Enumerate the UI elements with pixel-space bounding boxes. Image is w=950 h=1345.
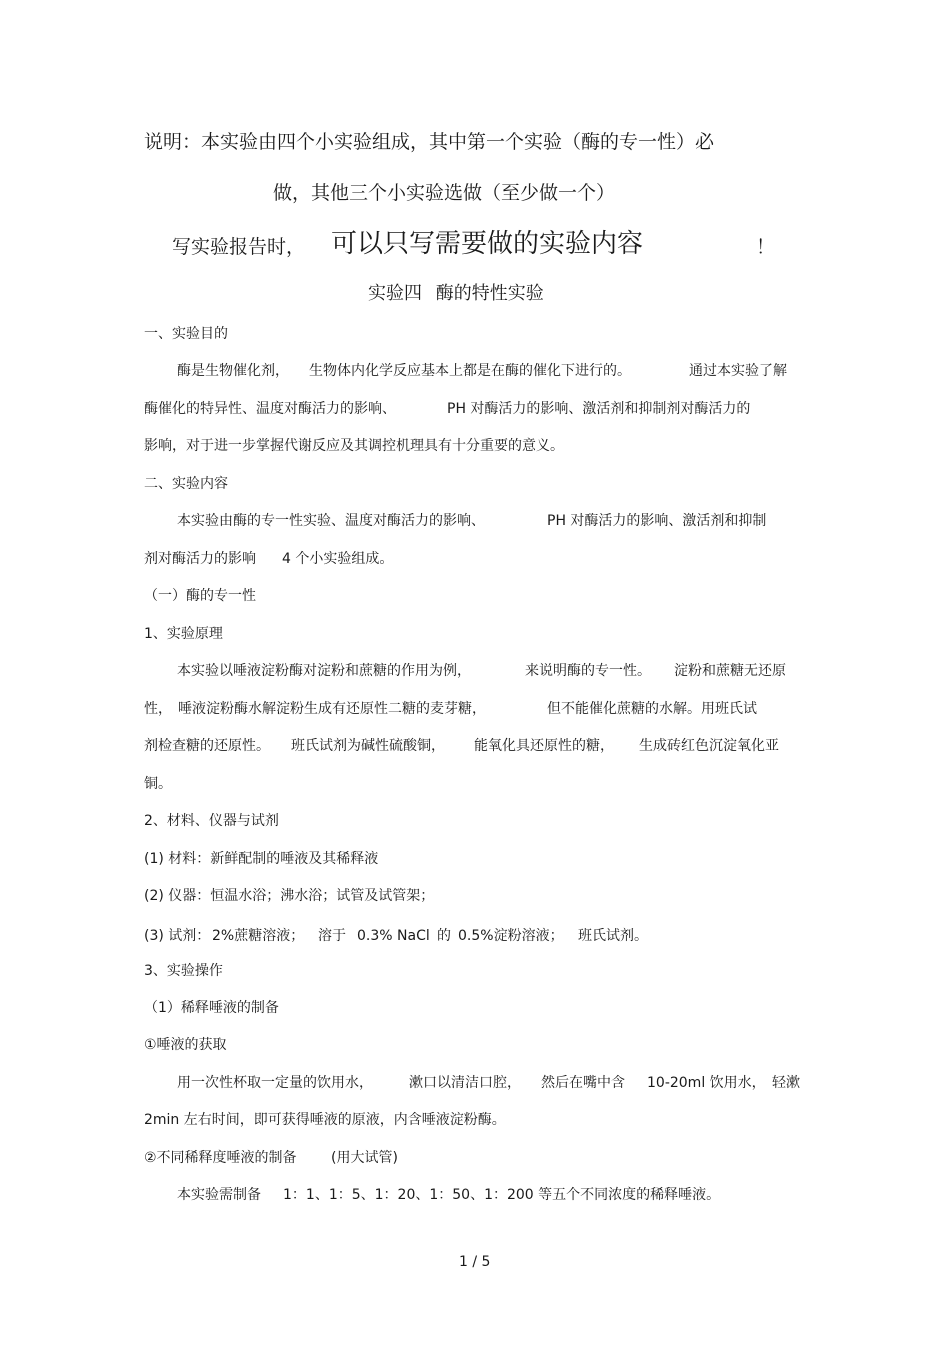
paragraph-text: 漱口以清洁口腔， <box>409 1075 521 1091</box>
section-heading-content: 二、实验内容 <box>144 476 228 492</box>
subsection-heading: （1）稀释唾液的制备 <box>144 1000 279 1016</box>
notice-line-1: 说明：本实验由四个小实验组成，其中第一个实验（酶的专一性）必 <box>144 131 715 153</box>
notice-line-3c: ！ <box>756 236 776 258</box>
paragraph-text: 10-20ml 饮用水， <box>647 1075 766 1091</box>
page-number: 1 / 5 <box>459 1254 491 1270</box>
paragraph-text: 淀粉和蔗糖无还原 <box>674 663 786 679</box>
paragraph-text: 1：1、1：5、1：20、1：50、1：200 等五个不同浓度的稀释唾液。 <box>283 1187 721 1203</box>
subsection-heading: 2、材料、仪器与试剂 <box>144 813 279 829</box>
paragraph-text: 铜。 <box>144 776 172 792</box>
paragraph-text: 4 个小实验组成。 <box>282 551 394 567</box>
paragraph-text: 酶催化的特异性、温度对酶活力的影响、 <box>144 401 396 417</box>
list-item: (3) 试剂： <box>144 928 211 944</box>
list-item-text: 的 <box>437 928 451 944</box>
list-item: (2) 仪器：恒温水浴；沸水浴；试管及试管架； <box>144 888 435 904</box>
subsection-heading: 1、实验原理 <box>144 626 223 642</box>
notice-line-2: 做，其他三个小实验选做（至少做一个） <box>273 182 616 204</box>
list-item-text: 班氏试剂。 <box>578 928 648 944</box>
list-item: (1) 材料：新鲜配制的唾液及其稀释液 <box>144 851 379 867</box>
paragraph-text: 然后在嘴中含 <box>541 1075 625 1091</box>
notice-emphasis: 可以只写需要做的实验内容 <box>331 229 644 259</box>
paragraph-text: PH 对酶活力的影响、激活剂和抑制剂对酶活力的 <box>447 401 751 417</box>
paragraph-text: 唾液淀粉酶水解淀粉生成有还原性二糖的麦芽糖， <box>178 701 486 717</box>
paragraph-text: 酶是生物催化剂， <box>177 363 289 379</box>
paragraph-text: 性， <box>144 701 172 717</box>
paragraph-text: 本实验以唾液淀粉酶对淀粉和蔗糖的作用为例， <box>177 663 471 679</box>
paragraph-text: 生成砖红色沉淀氧化亚 <box>639 738 779 754</box>
paragraph-text: 班氏试剂为碱性硫酸铜， <box>291 738 445 754</box>
list-item-text: 0.3% NaCl <box>357 928 430 944</box>
subsection-heading: 3、实验操作 <box>144 963 223 979</box>
subsection-heading-note: (用大试管) <box>331 1150 398 1166</box>
paragraph-text: 能氧化具还原性的糖， <box>474 738 614 754</box>
paragraph-text: 剂检查糖的还原性。 <box>144 738 270 754</box>
subsection-heading: ②不同稀释度唾液的制备 <box>144 1150 297 1166</box>
subsection-heading: ①唾液的获取 <box>144 1037 227 1053</box>
paragraph-text: PH 对酶活力的影响、激活剂和抑制 <box>547 513 767 529</box>
section-heading-purpose: 一、实验目的 <box>144 326 228 342</box>
subsection-heading: （一）酶的专一性 <box>144 588 256 604</box>
paragraph-text: 但不能催化蔗糖的水解。用班氏试 <box>547 701 757 717</box>
list-item-text: 溶于 <box>318 928 346 944</box>
paragraph-text: 剂对酶活力的影响 <box>144 551 256 567</box>
paragraph-text: 轻漱 <box>772 1075 800 1091</box>
paragraph-text: 来说明酶的专一性。 <box>525 663 651 679</box>
notice-line-3a: 写实验报告时， <box>172 236 306 258</box>
paragraph-text: 通过本实验了解 <box>689 363 787 379</box>
paragraph-text: 本实验由酶的专一性实验、温度对酶活力的影响、 <box>177 513 485 529</box>
list-item-text: 0.5%淀粉溶液； <box>458 928 564 944</box>
paragraph-text: 影响，对于进一步掌握代谢反应及其调控机理具有十分重要的意义。 <box>144 438 564 454</box>
paragraph-text: 2min 左右时间，即可获得唾液的原液，内含唾液淀粉酶。 <box>144 1112 506 1128</box>
paragraph-text: 生物体内化学反应基本上都是在酶的催化下进行的。 <box>309 363 631 379</box>
list-item-text: 2%蔗糖溶液； <box>212 928 305 944</box>
document-title: 实验四 酶的特性实验 <box>368 283 544 304</box>
paragraph-text: 本实验需制备 <box>177 1187 261 1203</box>
paragraph-text: 用一次性杯取一定量的饮用水， <box>177 1075 373 1091</box>
